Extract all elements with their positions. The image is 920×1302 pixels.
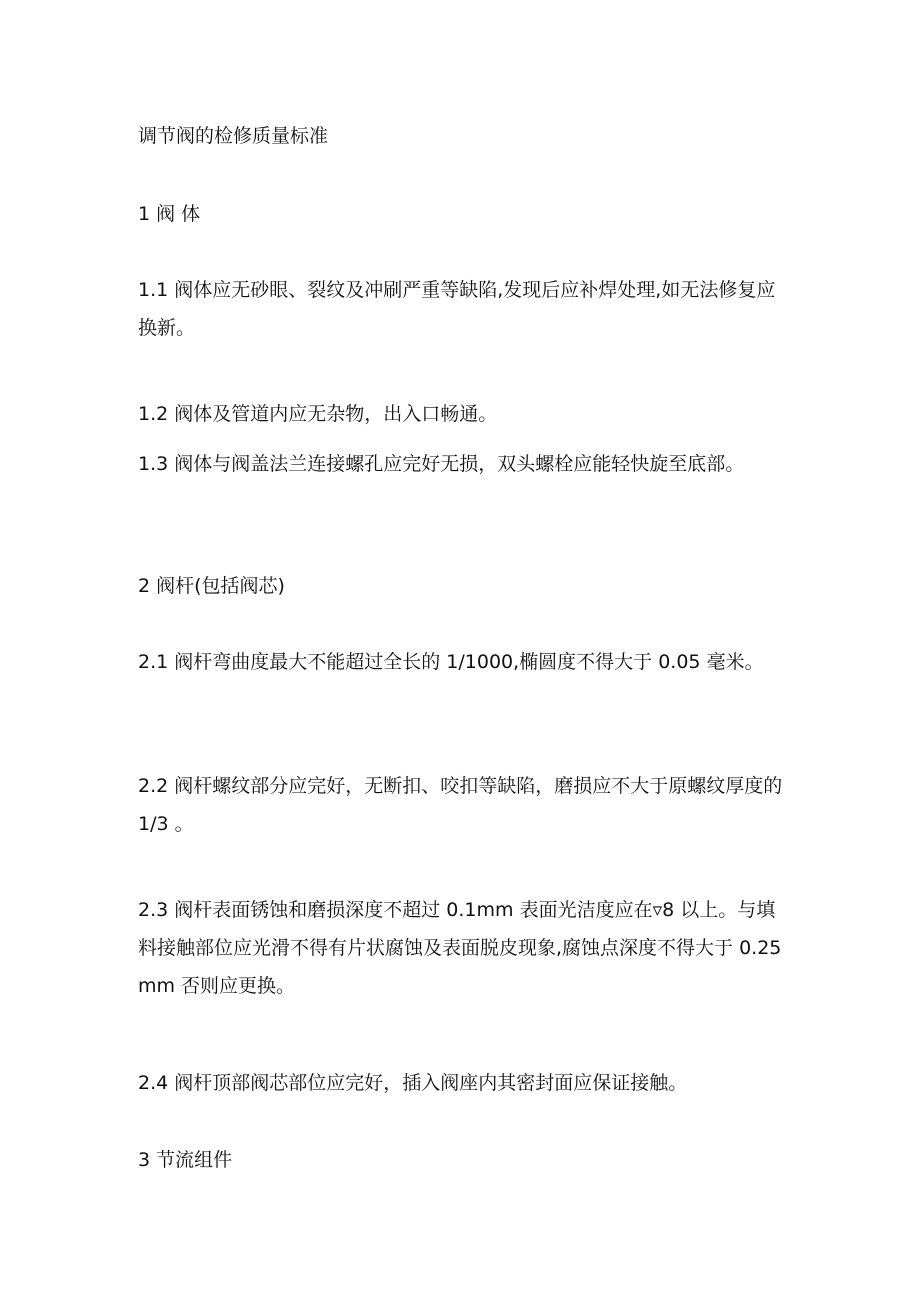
section-heading-valve-body: 1 阀 体 — [138, 203, 201, 225]
section-heading-throttle-assembly: 3 节流组件 — [138, 1149, 233, 1171]
paragraph-2-1: 2.1 阀杆弯曲度最大不能超过全长的 1/1000,椭圆度不得大于 0.05 毫米。 — [138, 651, 764, 673]
paragraph-2-3: 2.3 阀杆表面锈蚀和磨损深度不超过 0.1mm 表面光洁度应在▿8 以上。与填料接触部位应光滑不得有片状腐蚀及表面脱皮现象,腐蚀点深度不得大于 0.25mm 否则应更换。 — [138, 899, 782, 997]
paragraph-1-1: 1.1 阀体应无砂眼、裂纹及冲刷严重等缺陷,发现后应补焊处理,如无法修复应换新。 — [138, 279, 776, 339]
document-title: 调节阀的检修质量标准 — [138, 125, 329, 147]
paragraph-1-2: 1.2 阀体及管道内应无杂物，出入口畅通。 — [138, 403, 498, 425]
section-heading-valve-stem: 2 阀杆(包括阀芯) — [138, 575, 285, 597]
paragraph-2-4: 2.4 阀杆顶部阀芯部位应完好，插入阀座内其密封面应保证接触。 — [138, 1072, 688, 1094]
paragraph-1-3: 1.3 阀体与阀盖法兰连接螺孔应完好无损，双头螺栓应能轻快旋至底部。 — [138, 453, 745, 475]
paragraph-2-2: 2.2 阀杆螺纹部分应完好，无断扣、咬扣等缺陷，磨损应不大于原螺纹厚度的 1/3 。 — [138, 775, 783, 835]
